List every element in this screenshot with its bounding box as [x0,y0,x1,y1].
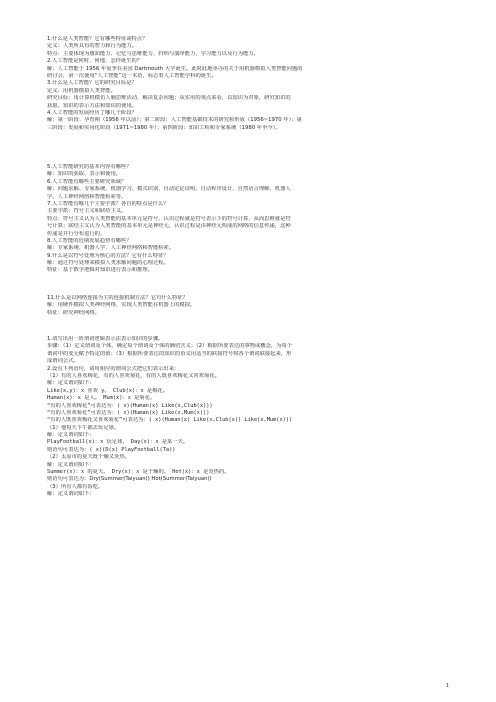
text-line: 解：知识的获取、表示和使用。 [47,171,122,178]
text-line: 特点：符号主义认为人类智能的基本单元是符号，认识过程就是符号表示下的符号计算，从而思维就是符 [47,215,291,222]
text-line: 获取、知识的表示方法和知识的使用。 [47,102,138,109]
text-line: 学、人工神经网络和智能检索等。 [47,193,127,200]
text-line: Summer(x)：x 的夏天。 Dry(x)：x 是干燥的。 Hot(x)：x 是炎热的。 [47,469,230,476]
text-line: 2.人工智能是何时、何地、怎样诞生的？ [47,58,143,65]
text-line: 研究目标：用计算机模仿人脑思维活动，解决复杂问题；从实用的观点来看，以知识为对象，研究知识的 [47,95,291,102]
text-line: 解：第一阶段：孕育期（1956 年以前）；第二阶段：人工智能基础技术的研究和形成（1956~1970 年）；第 [47,117,302,124]
text-line: 解：人工智能于 1956 年夏季在美国 Dartmouth 大学诞生。此时此地举办的关于用机器模拟人类智能问题的 [47,65,303,72]
text-line: 则语句可表达为：Dry(Summer(Taiyuan)) Hot(Summer(Taiyuan)) [47,476,212,483]
text-line: 5.人工智能研究的基本内容有哪些？ [47,164,132,170]
text-line: （3）所有人都有饭吃。 [47,483,104,490]
text-line: 特征：研究神经网络。 [47,309,100,316]
page-number: 1 [445,683,449,689]
text-line: 8.人工智能的近期发展趋势有哪些？ [47,237,132,244]
text-line: 解：通过符号处理来模拟人类求解问题的心理过程。 [47,260,169,267]
text-line: 则语句可表达为：( x)(D(x) PlayFootball(Ta)) [47,446,176,453]
text-line: 7.人工智能有哪几个主要学派？各自的特点是什么？ [47,200,169,207]
text-line: 解：问题求解、专家系统、机器学习、模式识别、自动定论证明、自动程序设计、自然语言理解、机器人 [47,186,291,193]
text-section-4 [47,336,459,499]
text-line: PlayFootball(x)：x 玩足球。 Day(x)：x 是某一天。 [47,439,189,446]
text-line: 解：定义谓词如下： [47,491,95,498]
text-line: 4.人工智能的发展经历了哪几个阶段？ [47,109,137,116]
text-line: “有的人喜欢菊花”可表达为：( x)(Human(x) Like(x,Mum(x))) [47,409,210,416]
text-line: 9.什么是以符号处理为核心的方法？它有什么特征？ [47,252,169,259]
text-line: （2）太原市的夏天既干燥又炎热。 [47,454,130,461]
text-section-2 [47,164,459,275]
text-line: 主要学派：符号主义和联结主义。 [47,208,127,215]
text-line: （1）有的人喜欢梅花，有的人喜欢菊花，有的人既喜欢梅花又喜欢菊花。 [47,372,220,379]
text-line: 研讨会，第一次使用“人工智能”这一术语，标志着人工智能学科的诞生。 [47,72,217,79]
text-line: “有的人喜欢梅花”可表达为：( x)(Human(x) Like(x,Club(x))) [47,402,213,409]
text-line: 解：用硬件模拟人类神经网络，实现人类智能在机器上的模拟。 [47,302,196,309]
text-line: 成谓词公式。 [47,358,79,365]
text-line: Human(x)：x 是人。 Mum(x)：x 是菊花。 [47,395,156,402]
text-line: 11.什么是以网络连接为主的连接机制方法？它有什么特征？ [47,295,188,301]
text-line: 解：定义谓词如下： [47,380,95,387]
text-line: 1.请写出用一阶谓词逻辑表示法表示知识的步骤。 [47,336,164,342]
text-line: 6.人工智能有哪些主要研究领域？ [47,178,127,185]
text-line: 传递是并行分布进行的。 [47,230,106,237]
text-line: 1.什么是人类智能？它有哪些特征或特点？ [47,36,148,42]
text-line: 解：定义谓词如下： [47,432,95,439]
text-line: 谓词中的变元赋予特定的值；（3）根据所要表达的知识的语义用适当的联接符号将各个谓词联接起来，形 [47,350,292,357]
text-line: “有的人既喜欢梅花又喜欢菊花”可表达为：( x)(Human(x) Like(x,Club(x)) Like(x,Mum(x))) [47,417,293,424]
text-line: Like(x,y)：x 喜欢 y。 Club(x)：x 是梅花。 [47,387,169,394]
text-line: 步骤：（1）定义谓词及个体，确定每个谓词及个体的确切含义；（2）根据所要表达的事物或概念，为每个 [47,343,293,350]
text-section-1 [47,36,459,132]
text-line: 特征：基于数学逻辑对知识进行表示和推理。 [47,267,153,274]
text-line: 解：定义谓词如下： [47,461,95,468]
text-line: （1）他每天下午都去玩足球。 [47,424,120,431]
text-line: 定义：人类所具有的智力和行为能力。 [47,43,138,50]
text-line: 3.什么是人工智能？它的研究目标是？ [47,80,137,87]
text-section-3 [47,295,459,317]
text-line: 解：专家系统、机器人学、人工神经网络和智能检索。 [47,245,175,252]
text-line: 特点：主要体现为感知能力、记忆与思维能力、归纳与演绎能力、学习能力以及行为能力。 [47,50,259,57]
text-line: 号计算；联结主义认为人类智能的基本单元是神经元，认识过程是由神经元构成的网络的信息传递，这种 [47,223,291,230]
text-line: 2.设有下列语句，请用相应的谓词公式把它们表示出来： [47,365,180,372]
text-line: 三阶段：发展和实用化阶段（1971~1980 年）；第四阶段：知识工程和专家系统（1980 年至今）。 [47,124,281,131]
text-line: 定义：用机器模拟人类智能。 [47,87,116,94]
